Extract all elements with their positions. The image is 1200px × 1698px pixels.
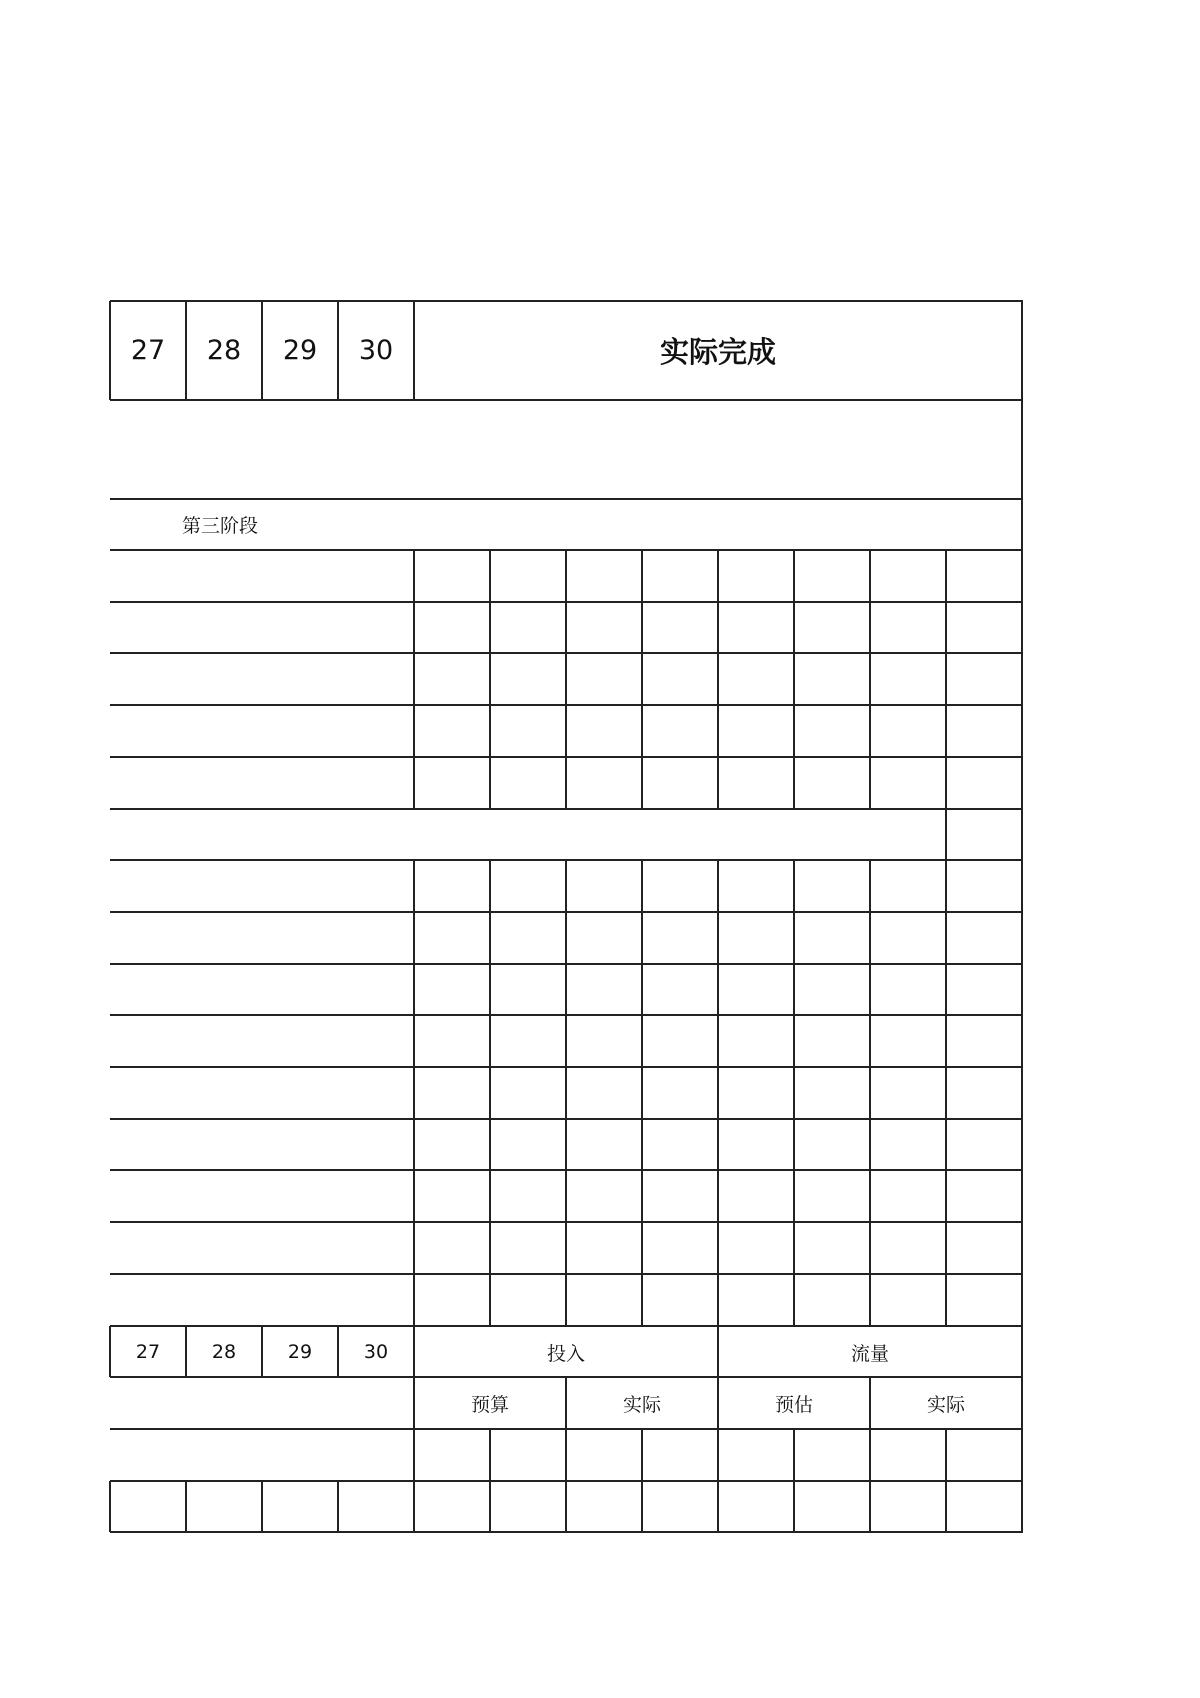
vertical-rule — [641, 602, 643, 653]
vertical-rule — [109, 1481, 111, 1532]
vertical-rule — [793, 912, 795, 964]
vertical-rule — [641, 1119, 643, 1170]
header-day-28: 28 — [206, 335, 242, 366]
vertical-rule — [869, 757, 871, 809]
vertical-rule — [717, 1119, 719, 1170]
vertical-rule — [489, 1222, 491, 1274]
vertical-rule — [565, 860, 567, 912]
vertical-rule — [413, 705, 415, 757]
vertical-rule — [793, 1015, 795, 1067]
vertical-rule — [641, 1170, 643, 1222]
vertical-rule — [641, 1274, 643, 1326]
vertical-rule — [945, 1170, 947, 1222]
vertical-rule — [793, 1429, 795, 1481]
vertical-rule — [869, 1429, 871, 1481]
vertical-rule — [489, 912, 491, 964]
vertical-rule — [565, 912, 567, 964]
vertical-rule — [717, 705, 719, 757]
vertical-rule — [945, 1067, 947, 1119]
vertical-rule — [489, 1067, 491, 1119]
vertical-rule — [413, 653, 415, 705]
vertical-rule — [413, 1274, 415, 1326]
vertical-rule — [793, 1067, 795, 1119]
vertical-rule — [413, 757, 415, 809]
vertical-rule — [565, 757, 567, 809]
vertical-rule — [945, 705, 947, 757]
vertical-rule — [717, 1429, 719, 1481]
vertical-rule — [717, 757, 719, 809]
vertical-rule — [489, 602, 491, 653]
vertical-rule — [413, 1119, 415, 1170]
vertical-rule — [261, 1481, 263, 1532]
vertical-rule — [717, 1222, 719, 1274]
header-day-27: 27 — [130, 335, 166, 366]
vertical-rule — [641, 1222, 643, 1274]
vertical-rule — [565, 1222, 567, 1274]
vertical-rule — [641, 964, 643, 1015]
vertical-rule — [945, 1015, 947, 1067]
vertical-rule — [869, 1222, 871, 1274]
header-day-29: 29 — [282, 335, 318, 366]
vertical-rule — [413, 1015, 415, 1067]
vertical-rule — [641, 1015, 643, 1067]
vertical-rule — [869, 860, 871, 912]
vertical-rule — [945, 912, 947, 964]
vertical-rule — [869, 705, 871, 757]
vertical-rule — [945, 809, 947, 860]
vertical-rule — [717, 1015, 719, 1067]
vertical-rule — [641, 912, 643, 964]
vertical-rule — [945, 1429, 947, 1481]
vertical-rule — [717, 1067, 719, 1119]
summary-day-27: 27 — [135, 1341, 161, 1363]
vertical-rule — [793, 1222, 795, 1274]
vertical-rule — [413, 1170, 415, 1222]
vertical-rule — [945, 1481, 947, 1532]
vertical-rule — [869, 602, 871, 653]
vertical-rule — [641, 550, 643, 602]
vertical-rule — [945, 550, 947, 602]
vertical-rule — [869, 964, 871, 1015]
flow-actual-header: 实际 — [926, 1394, 965, 1416]
vertical-rule — [793, 860, 795, 912]
vertical-rule — [793, 602, 795, 653]
vertical-rule — [489, 964, 491, 1015]
vertical-rule — [489, 653, 491, 705]
vertical-rule — [793, 1119, 795, 1170]
vertical-rule — [793, 964, 795, 1015]
vertical-rule — [565, 1481, 567, 1532]
vertical-rule — [413, 1067, 415, 1119]
vertical-rule — [565, 1429, 567, 1481]
vertical-rule — [489, 1274, 491, 1326]
vertical-rule — [565, 705, 567, 757]
vertical-rule — [793, 1481, 795, 1532]
flow-header: 流量 — [850, 1342, 889, 1365]
vertical-rule — [869, 1481, 871, 1532]
vertical-rule — [869, 912, 871, 964]
vertical-rule — [793, 550, 795, 602]
input-actual-header: 实际 — [622, 1394, 661, 1416]
header-title: 实际完成 — [659, 335, 776, 369]
vertical-rule — [945, 602, 947, 653]
vertical-rule — [717, 912, 719, 964]
vertical-rule — [413, 1481, 415, 1532]
vertical-rule — [945, 1119, 947, 1170]
vertical-rule — [413, 860, 415, 912]
vertical-rule — [717, 1170, 719, 1222]
vertical-rule — [717, 1274, 719, 1326]
summary-day-30: 30 — [363, 1341, 389, 1363]
vertical-rule — [641, 1429, 643, 1481]
vertical-rule — [565, 1170, 567, 1222]
vertical-rule — [641, 1481, 643, 1532]
vertical-rule — [413, 550, 415, 602]
vertical-rule — [793, 653, 795, 705]
vertical-rule — [869, 550, 871, 602]
vertical-rule — [869, 1170, 871, 1222]
vertical-rule — [641, 757, 643, 809]
vertical-rule — [413, 602, 415, 653]
vertical-rule — [489, 705, 491, 757]
summary-day-28: 28 — [211, 1341, 237, 1363]
vertical-rule — [945, 860, 947, 912]
vertical-rule — [489, 1119, 491, 1170]
vertical-rule — [413, 1222, 415, 1274]
vertical-rule — [717, 860, 719, 912]
vertical-rule — [945, 1222, 947, 1274]
vertical-rule — [717, 653, 719, 705]
input-budget-header: 预算 — [470, 1394, 509, 1416]
vertical-rule — [869, 1274, 871, 1326]
header-day-30: 30 — [358, 335, 394, 366]
vertical-rule — [717, 550, 719, 602]
vertical-rule — [565, 550, 567, 602]
vertical-rule — [869, 1015, 871, 1067]
vertical-rule — [717, 602, 719, 653]
vertical-rule — [489, 860, 491, 912]
vertical-rule — [413, 912, 415, 964]
vertical-rule — [641, 705, 643, 757]
vertical-rule — [489, 1170, 491, 1222]
vertical-rule — [945, 964, 947, 1015]
vertical-rule — [869, 1067, 871, 1119]
vertical-rule — [945, 653, 947, 705]
vertical-rule — [565, 964, 567, 1015]
vertical-rule — [717, 1481, 719, 1532]
vertical-rule — [565, 1067, 567, 1119]
vertical-rule — [565, 1274, 567, 1326]
vertical-rule — [489, 550, 491, 602]
vertical-rule — [565, 1015, 567, 1067]
flow-estimate-header: 预估 — [774, 1394, 813, 1416]
vertical-rule — [793, 1274, 795, 1326]
vertical-rule — [641, 1067, 643, 1119]
vertical-rule — [489, 1015, 491, 1067]
vertical-rule — [413, 1429, 415, 1481]
vertical-rule — [185, 1481, 187, 1532]
vertical-rule — [945, 1274, 947, 1326]
section-label: 第三阶段 — [182, 515, 259, 537]
summary-day-29: 29 — [287, 1341, 313, 1363]
vertical-rule — [793, 705, 795, 757]
vertical-rule — [717, 964, 719, 1015]
vertical-rule — [869, 1119, 871, 1170]
vertical-rule — [489, 1481, 491, 1532]
vertical-rule — [565, 1119, 567, 1170]
vertical-rule — [793, 1170, 795, 1222]
vertical-rule — [489, 1429, 491, 1481]
vertical-rule — [489, 757, 491, 809]
input-header: 投入 — [546, 1342, 585, 1365]
vertical-rule — [641, 653, 643, 705]
vertical-rule — [869, 653, 871, 705]
vertical-rule — [945, 757, 947, 809]
vertical-rule — [565, 653, 567, 705]
vertical-rule — [337, 1481, 339, 1532]
vertical-rule — [565, 602, 567, 653]
vertical-rule — [793, 757, 795, 809]
vertical-rule — [413, 964, 415, 1015]
vertical-rule — [641, 860, 643, 912]
